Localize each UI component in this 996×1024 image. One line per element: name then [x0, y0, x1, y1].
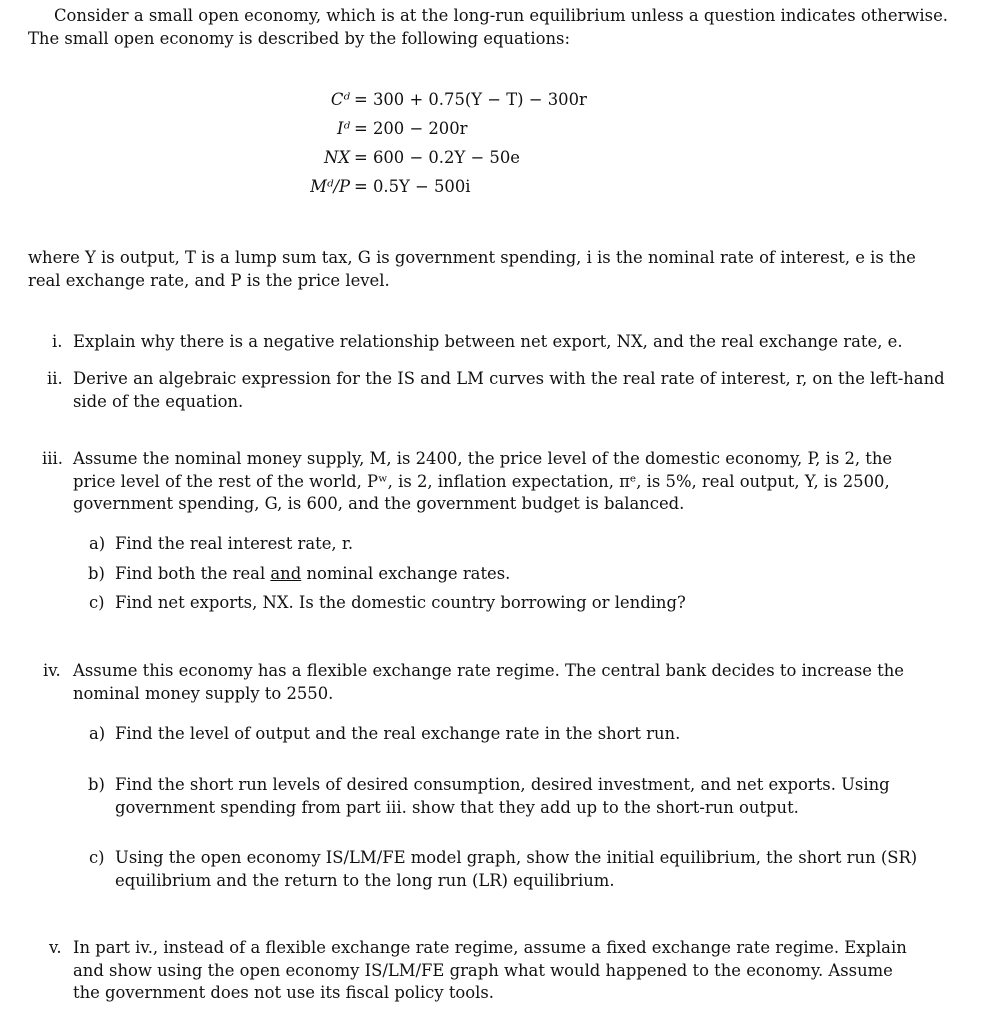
question-text-line: the government does not use its fiscal policy tools. — [73, 983, 495, 1002]
question-text-line: Assume this economy has a flexible exchange rate regime. The central bank decides to increase the — [73, 661, 904, 680]
subquestion-text: Find the level of output and the real exchange rate in the short run. — [115, 724, 681, 743]
question-number: iv. — [43, 661, 61, 680]
intro-line-1: Consider a small open economy, which is at the long-run equilibrium unless a question indicates otherwise. — [54, 6, 948, 25]
question-text — [73, 448, 973, 516]
equation-block — [200, 88, 700, 198]
question-text-line: In part iv., instead of a flexible exchange rate regime, assume a fixed exchange rate regime. Explain — [73, 938, 907, 957]
subquestion-label: a) — [89, 724, 106, 743]
question-text-line: price level of the rest of the world, Pʷ, is 2, inflation expectation, πᵉ, is 5%, real output, Y, is 2500, — [73, 471, 890, 491]
question-number: iii. — [42, 449, 63, 468]
definitions-paragraph — [28, 247, 988, 292]
definitions-line-1: where Y is output, T is a lump sum tax, G is government spending, i is the nominal rate of interest, e is the — [28, 248, 916, 267]
question-text-line: and show using the open economy IS/LM/FE graph what would happened to the economy. Assume — [73, 960, 893, 980]
subquestion-text — [115, 563, 975, 586]
question-number: i. — [52, 332, 63, 351]
text-segment: Find both the real — [115, 564, 271, 583]
question-text-line: nominal money supply to 2550. — [73, 683, 334, 703]
equation-consumption — [200, 88, 700, 112]
equation-lhs: Mᵈ/P — [310, 176, 350, 196]
question-text — [73, 660, 973, 705]
question-text-line: side of the equation. — [73, 391, 244, 411]
equation-rhs: = 300 + 0.75(Y − T) − 300r — [354, 89, 587, 109]
equation-investment — [200, 117, 700, 141]
equation-rhs: = 200 − 200r — [354, 118, 468, 138]
subquestion-text — [115, 847, 975, 892]
equation-net-exports — [200, 146, 700, 170]
question-text: Explain why there is a negative relationship between net export, NX, and the real exchange rate, e. — [73, 332, 903, 351]
subquestion-label: b) — [88, 564, 105, 583]
subquestion-label: b) — [88, 775, 105, 794]
equation-rhs: = 0.5Y − 500i — [354, 176, 471, 196]
subquestion-label: a) — [89, 534, 106, 553]
subquestion-text: Find the real interest rate, r. — [115, 534, 354, 553]
question-text — [73, 368, 973, 413]
question-text-line: Derive an algebraic expression for the IS and LM curves with the real rate of interest, r, on the left-hand — [73, 369, 945, 388]
question-number: v. — [49, 938, 62, 957]
subquestion-text: Find net exports, NX. Is the domestic country borrowing or lending? — [115, 593, 686, 612]
subquestion-text — [115, 774, 975, 819]
subquestion-text-line: government spending from part iii. show that they add up to the short-run output. — [115, 797, 799, 817]
text-segment: nominal exchange rates. — [301, 564, 511, 583]
equation-lhs: Iᵈ — [336, 118, 350, 138]
intro-line-2: The small open economy is described by the following equations: — [28, 28, 570, 48]
underlined-word: and — [270, 564, 302, 583]
equation-rhs: = 600 − 0.2Y − 50e — [354, 147, 520, 167]
subquestion-text-line: Find the short run levels of desired consumption, desired investment, and net exports. Using — [115, 775, 890, 794]
question-number: ii. — [47, 369, 63, 388]
question-text-line: Assume the nominal money supply, M, is 2400, the price level of the domestic economy, P, is 2, the — [73, 449, 893, 468]
equation-lhs: NX — [323, 147, 350, 167]
equation-lhs: Cᵈ — [330, 89, 350, 109]
question-text-line: government spending, G, is 600, and the government budget is balanced. — [73, 494, 685, 513]
subquestion-label: c) — [89, 593, 105, 612]
definitions-line-2: real exchange rate, and P is the price level. — [28, 270, 390, 290]
equation-money-demand — [200, 175, 700, 199]
subquestion-label: c) — [89, 848, 105, 867]
intro-paragraph — [28, 5, 988, 50]
question-text — [73, 937, 973, 1005]
subquestion-text-line: Using the open economy IS/LM/FE model graph, show the initial equilibrium, the short run (SR) — [115, 848, 918, 867]
subquestion-text-line: equilibrium and the return to the long run (LR) equilibrium. — [115, 870, 615, 890]
